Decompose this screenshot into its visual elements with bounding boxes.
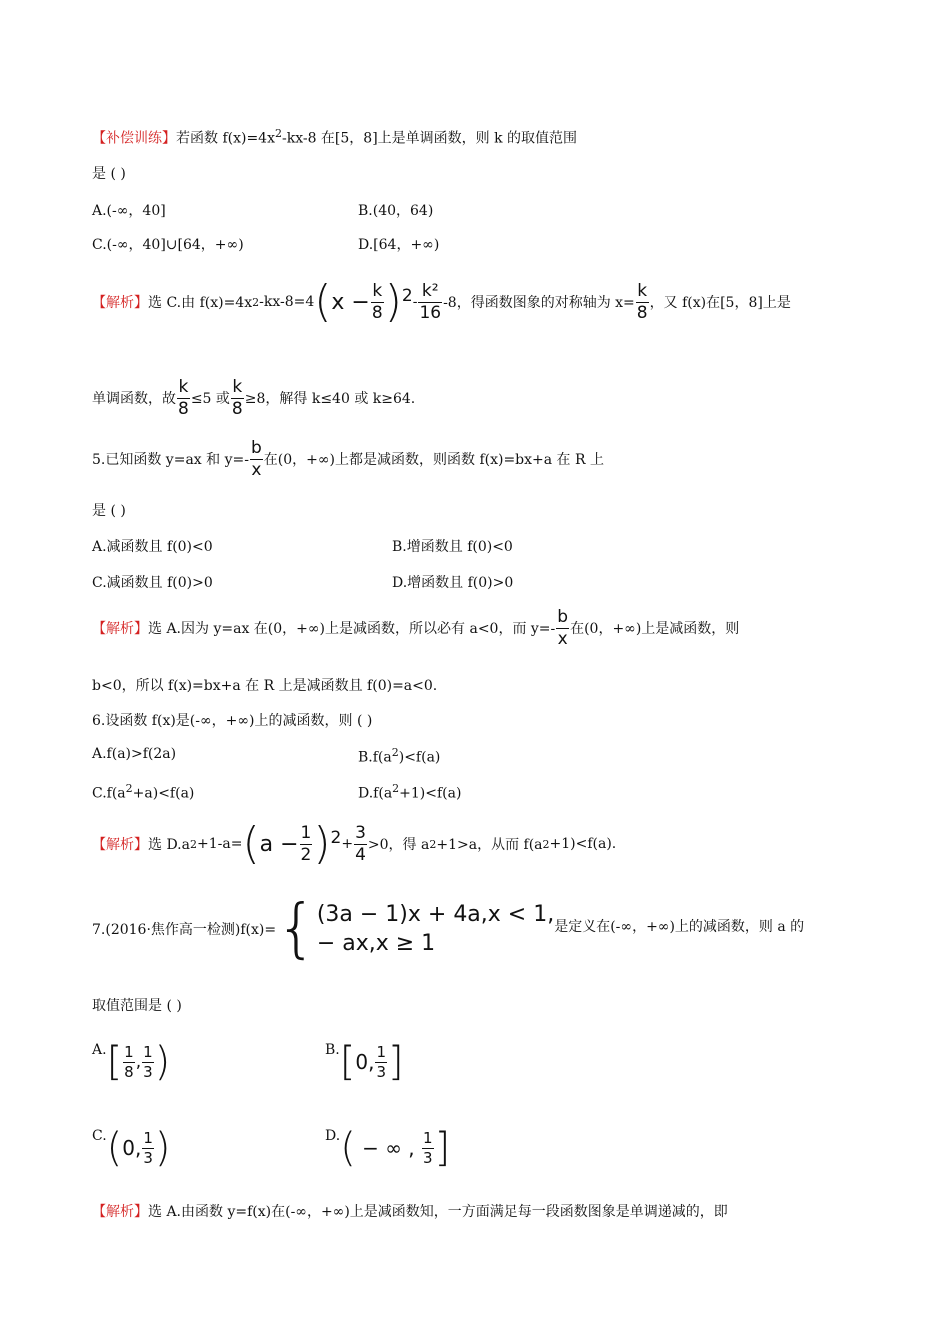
q6-opt-c-b: +a)<f(a): [132, 785, 195, 802]
q7-stem-line2: 取值范围是 ( ): [92, 998, 182, 1014]
q7-opt-b-close: ]: [388, 1039, 404, 1085]
q7-opt-d-v: − ∞ ,: [355, 1136, 422, 1160]
q5-sol-a: 选 A.因为 y=ax 在(0，+∞)上是减函数，所以必有 a<0，而 y=-: [148, 621, 556, 637]
comp-sol-e: ，又 f(x)在[5，8]上是: [649, 295, 791, 311]
q7-opt-d-frac: [422, 1128, 434, 1167]
q6-sol-sup: 2: [189, 837, 197, 851]
q5-option-a: A.减函数且 f(0)<0: [92, 539, 213, 555]
q6-sol-a: 选 D.a: [148, 837, 190, 853]
comp-sol-b: -kx-8=4: [259, 294, 315, 310]
comp-sol2-b: ≤5 或: [190, 391, 230, 407]
comp-frac-axis: [636, 280, 649, 323]
q7-option-a: [92, 1036, 170, 1088]
q6-stem: 6.设函数 f(x)是(-∞，+∞)上的减函数，则 ( ): [92, 713, 373, 729]
q7-opt-c-d: 3: [143, 1148, 153, 1167]
q7-opt-c-label: C.: [92, 1128, 107, 1144]
comp-left-paren: (: [314, 276, 332, 327]
comp-sol-sup: 2: [252, 295, 260, 309]
q6-opt-c-a: C.f(a: [92, 785, 126, 802]
q7-opt-c-close: ): [154, 1125, 171, 1171]
q6-opt-d-b: +1)<f(a): [399, 785, 462, 802]
q7-opt-b-label: B.: [325, 1042, 340, 1058]
q6-frac-half: [300, 822, 313, 865]
q7-piecewise: [317, 900, 554, 958]
q5-solution-line1: [92, 604, 739, 652]
q7-opt-b-open: [: [339, 1039, 356, 1085]
q7-option-b: [325, 1036, 404, 1088]
comp-sol2-frac1-n: k: [178, 376, 189, 397]
comp-stem-a: 若函数 f(x)=4x: [176, 130, 275, 147]
comp-frac-k8: [371, 280, 384, 323]
comp-frac2-d: 16: [419, 302, 442, 323]
q5-sol-frac: [556, 606, 569, 649]
comp-frac3-d: 8: [636, 302, 648, 323]
q5-sol-frac-d: x: [557, 628, 568, 649]
q6-opt-d-a: D.f(a: [358, 785, 393, 802]
q7-opt-a-sep: ,: [135, 1052, 142, 1072]
q7-option-d: [325, 1122, 450, 1174]
comp-tag: 【补偿训练】: [92, 130, 176, 147]
q5-frac-n: b: [250, 437, 262, 458]
q7-stem-a: 7.(2016·焦作高一检测)f(x)=: [92, 922, 277, 938]
comp-sol-pow: 2: [401, 286, 413, 306]
q5-option-b: B.增函数且 f(0)<0: [392, 539, 513, 555]
comp-frac2-n: k²: [421, 280, 439, 301]
q7-opt-d-d: 3: [423, 1148, 433, 1167]
q7-opt-d-close: ]: [434, 1125, 451, 1171]
q5-option-d: D.增函数且 f(0)>0: [392, 575, 514, 591]
comp-right-paren: ): [384, 276, 402, 327]
q6-right-paren: ): [313, 818, 331, 869]
comp-sol2-c: ≥8，解得 k≤40 或 k≥64.: [244, 391, 416, 407]
comp-sol2-frac2: [231, 376, 244, 419]
q7-stem-b: 是定义在(-∞，+∞)上的减函数，则 a 的: [554, 919, 805, 935]
comp-sol-tag: 【解析】: [92, 295, 148, 311]
q6-sol-e: +1>a，从而 f(a: [436, 837, 543, 853]
q5-stem-line1: [92, 436, 604, 482]
comp-option-c: C.(-∞，40]∪[64，+∞): [92, 237, 244, 253]
comp-sol-d: -8，得函数图象的对称轴为 x=: [443, 295, 635, 311]
q7-opt-a-frac2: [142, 1042, 154, 1081]
q7-opt-c-frac: [142, 1128, 154, 1167]
comp-frac1-d: 8: [371, 302, 383, 323]
q6-sol-pow: 2: [330, 828, 342, 848]
q7-opt-a-n2: 1: [143, 1042, 153, 1061]
q7-opt-a-d2: 3: [143, 1062, 153, 1081]
q5-stem-a: 5.已知函数 y=ax 和 y=-: [92, 452, 249, 468]
comp-solution-line2: [92, 374, 415, 422]
q6-solution: [92, 816, 616, 872]
q6-option-c: [92, 782, 194, 802]
q6-frac1-n: 1: [300, 822, 312, 843]
q5-frac-d: x: [251, 459, 262, 480]
q6-frac2-n: 3: [355, 822, 366, 843]
comp-option-d: D.[64，+∞): [358, 237, 440, 253]
comp-stem-b: -kx-8 在[5，8]上是单调函数，则 k 的取值范围: [281, 130, 578, 147]
q5-sol-frac-n: b: [557, 606, 569, 627]
comp-frac3-n: k: [637, 280, 648, 301]
q7-opt-b-d: 3: [376, 1062, 386, 1081]
q6-frac2-d: 4: [355, 844, 366, 865]
q6-opt-d-sup: 2: [392, 782, 400, 795]
comp-stem-line2: 是 ( ): [92, 166, 126, 182]
q6-opt-b-a: B.f(a: [358, 749, 392, 766]
q7-sol-a: 选 A.由函数 y=f(x)在(-∞，+∞)上是减函数知，一方面满足每一段函数图象是单调递减的，即: [148, 1204, 728, 1220]
q6-left-paren: (: [242, 818, 260, 869]
comp-sol-c: x −: [331, 289, 370, 315]
q5-stem-line2: 是 ( ): [92, 503, 126, 519]
q6-sol-sup2: 2: [429, 837, 437, 851]
q7-opt-a-close: ): [154, 1039, 171, 1085]
q5-solution-line2: b<0，所以 f(x)=bx+a 在 R 上是减函数且 f(0)=a<0.: [92, 678, 438, 694]
q7-opt-a-n1: 1: [124, 1042, 134, 1061]
q7-opt-c-v: 0,: [122, 1136, 142, 1160]
q6-opt-c-sup: 2: [125, 782, 133, 795]
q6-option-d: [358, 782, 461, 802]
q7-opt-b-n: 1: [376, 1042, 386, 1061]
q7-sol-tag: 【解析】: [92, 1204, 148, 1220]
q7-opt-a-open: [: [106, 1039, 123, 1085]
q6-option-a: A.f(a)>f(2a): [92, 746, 177, 762]
comp-sol2-a: 单调函数，故: [92, 391, 176, 407]
comp-sol2-frac2-d: 8: [231, 398, 243, 419]
comp-sol2-frac1-d: 8: [178, 398, 189, 419]
q5-stem-b: 在(0，+∞)上都是减函数，则函数 f(x)=bx+a 在 R 上: [263, 452, 604, 468]
q6-sol-plus: +: [341, 836, 354, 852]
q6-sol-d: >0，得 a: [367, 837, 430, 853]
q5-sol-b: 在(0，+∞)上是减函数，则: [570, 621, 740, 637]
q7-opt-c-open: (: [106, 1125, 123, 1171]
comp-stem-sup: 2: [274, 127, 282, 140]
comp-sol-a: 选 C.由 f(x)=4x: [148, 295, 253, 311]
q6-sol-tag: 【解析】: [92, 837, 148, 853]
q5-frac-bx: [250, 437, 263, 480]
q7-opt-d-n: 1: [423, 1128, 433, 1147]
q7-opt-b-v: 0,: [355, 1050, 375, 1074]
comp-frac1-n: k: [372, 280, 383, 301]
q7-opt-b-frac: [375, 1042, 387, 1081]
q6-option-b: [358, 746, 440, 766]
q6-frac1-d: 2: [300, 844, 312, 865]
q7-opt-a-frac1: [123, 1042, 135, 1081]
comp-sol2-frac1: [177, 376, 190, 419]
q7-opt-c-n: 1: [143, 1128, 153, 1147]
q5-sol-tag: 【解析】: [92, 621, 148, 637]
comp-sol-minus: -: [412, 294, 418, 310]
comp-option-b: B.(40，64): [358, 203, 434, 219]
q7-opt-a-d1: 8: [124, 1062, 134, 1081]
q6-opt-b-b: )<f(a): [398, 749, 441, 766]
q7-piece-1: (3a − 1)x + 4a,x < 1,: [316, 902, 555, 927]
q7-solution: [92, 1201, 728, 1221]
q7-opt-a-label: A.: [92, 1042, 107, 1058]
q6-frac-three-quarters: [354, 822, 367, 865]
q7-left-brace: {: [276, 892, 317, 966]
q6-sol-b: +1-a=: [196, 836, 243, 852]
comp-stem-line1: [92, 127, 577, 148]
q7-stem-line1: [92, 892, 805, 966]
comp-solution-line1: [92, 274, 791, 330]
comp-option-a: A.(-∞，40]: [92, 203, 166, 219]
q7-option-c: [92, 1122, 171, 1174]
q6-sol-f: +1)<f(a).: [549, 836, 617, 852]
comp-frac-k2-16: [418, 280, 442, 323]
q6-sol-c: a −: [259, 831, 299, 857]
q7-opt-d-open: (: [340, 1125, 356, 1171]
comp-sol2-frac2-n: k: [232, 376, 243, 397]
q6-sol-sup3: 2: [542, 837, 550, 851]
q6-opt-b-sup: 2: [391, 746, 399, 759]
q5-option-c: C.减函数且 f(0)>0: [92, 575, 213, 591]
q7-piece-2: − ax,x ≥ 1: [316, 931, 436, 956]
q7-opt-d-label: D.: [325, 1128, 341, 1144]
